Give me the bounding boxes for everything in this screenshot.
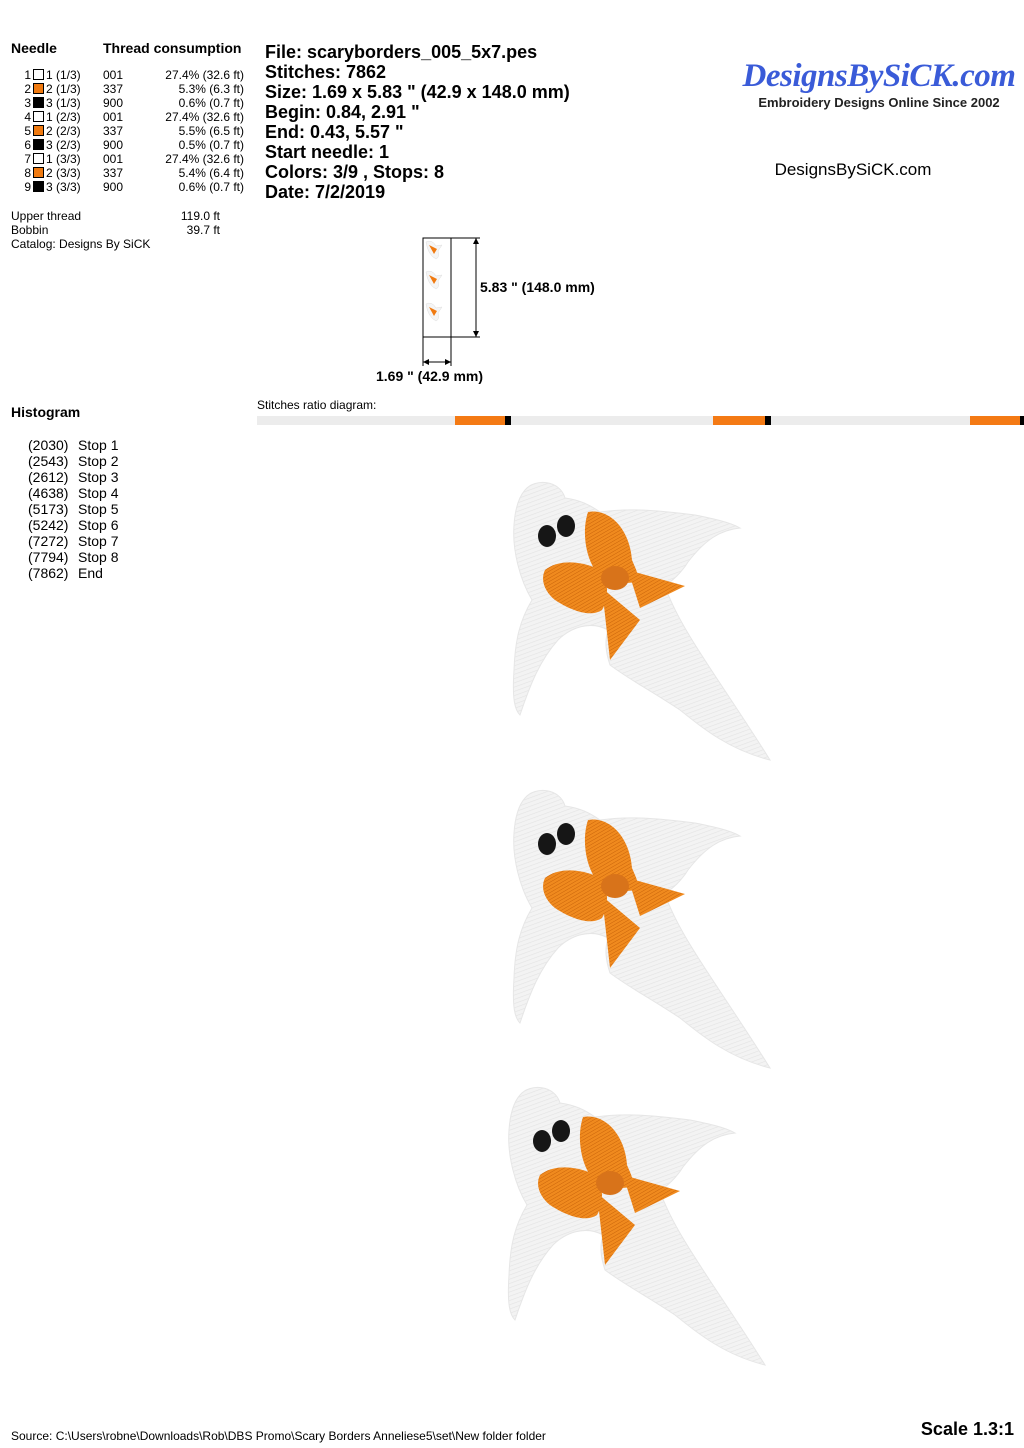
stop-count: (2543): [28, 453, 69, 469]
stop-label: Stop 5: [78, 501, 119, 517]
ratio-segment: [257, 416, 455, 425]
color-swatch: [33, 167, 44, 178]
height-dimension-label: 5.83 " (148.0 mm): [480, 279, 595, 295]
histogram-item: [28, 469, 118, 485]
thread-row: [0, 138, 250, 152]
thread-code: 337: [103, 124, 124, 138]
histogram-item: [28, 501, 118, 517]
thread-row: [0, 96, 250, 110]
stitches-ratio-bar: [257, 416, 1022, 425]
color-swatch: [33, 111, 44, 122]
thread-code: 001: [103, 152, 124, 166]
stop-count: (2030): [28, 437, 69, 453]
histogram-item: [28, 485, 118, 501]
stop-count: (2612): [28, 469, 69, 485]
stop-label: Stop 8: [78, 549, 119, 565]
logo-tagline: Embroidery Designs Online Since 2002: [758, 95, 1000, 110]
ghost-design-3: [508, 1087, 765, 1365]
histogram-item: [28, 565, 118, 581]
thread-consumption: 5.3% (6.3 ft): [178, 82, 244, 96]
stop-count: (7794): [28, 549, 69, 565]
stop-count: (5173): [28, 501, 69, 517]
ratio-label: Stitches ratio diagram:: [257, 398, 377, 412]
stop-count: (7862): [28, 565, 69, 581]
histogram-title: Histogram: [11, 404, 81, 420]
needle-number: 2: [24, 82, 31, 96]
catalog-label: Catalog: Designs By SiCK: [11, 237, 151, 251]
thread-row: [0, 124, 250, 138]
needle-header: Needle: [11, 40, 57, 56]
ghost-design-1: [513, 482, 770, 760]
ratio-segment: [455, 416, 505, 425]
histogram-item: [28, 437, 118, 453]
design-preview: [490, 470, 790, 1420]
design-thumbnail: [376, 232, 610, 392]
logo-text: DesignsBySiCK.com: [742, 58, 1016, 94]
upper-thread-value: 119.0 ft: [180, 209, 220, 223]
thread-code: 337: [103, 82, 124, 96]
needle-number: 3: [24, 96, 31, 110]
thread-row: [0, 152, 250, 166]
bobbin-value: 39.7 ft: [186, 223, 220, 237]
thread-code: 900: [103, 96, 124, 110]
color-swatch: [33, 181, 44, 192]
source-path: Source: C:\Users\robne\Downloads\Rob\DBS Promo\Scary Borders Anneliese5\set\New folder folder: [11, 1429, 546, 1443]
thread-consumption: 27.4% (32.6 ft): [165, 110, 244, 124]
needle-number: 9: [24, 180, 31, 194]
thread-consumption: 0.6% (0.7 ft): [178, 96, 244, 110]
thread-consumption: 5.4% (6.4 ft): [178, 166, 244, 180]
thread-consumption: 0.6% (0.7 ft): [178, 180, 244, 194]
end-position: End: 0.43, 5.57 ": [265, 122, 404, 142]
brand-site: DesignsBySiCK.com: [774, 160, 932, 179]
ratio-segment: [771, 416, 969, 425]
brand-logo: [738, 58, 1020, 110]
bobbin-label: Bobbin: [11, 223, 49, 237]
ratio-segment: [970, 416, 1021, 425]
needle-label: 2 (1/3): [46, 82, 81, 96]
scale-label: Scale 1.3:1: [920, 1419, 1014, 1439]
thread-consumption: 27.4% (32.6 ft): [165, 68, 244, 82]
histogram-item: [28, 517, 118, 533]
width-dimension-label: 1.69 " (42.9 mm): [376, 368, 484, 384]
ratio-segment: [765, 416, 772, 425]
thread-code: 001: [103, 110, 124, 124]
ghost-design-2: [513, 790, 770, 1068]
color-swatch: [33, 153, 44, 164]
needle-label: 3 (1/3): [46, 96, 81, 110]
stop-label: Stop 1: [78, 437, 119, 453]
needle-label: 2 (3/3): [46, 166, 81, 180]
stop-count: (5242): [28, 517, 69, 533]
histogram-item: [28, 533, 118, 549]
thread-code: 001: [103, 68, 124, 82]
histogram-item: [28, 453, 118, 469]
thread-consumption-header: Thread consumption: [103, 40, 242, 56]
begin-position: Begin: 0.84, 2.91 ": [265, 102, 420, 122]
design-info: [265, 42, 570, 202]
stop-label: Stop 4: [78, 485, 119, 501]
design-date: Date: 7/2/2019: [265, 182, 386, 202]
thread-code: 900: [103, 138, 124, 152]
stop-label: Stop 6: [78, 517, 119, 533]
needle-label: 3 (2/3): [46, 138, 81, 152]
thread-row: [0, 82, 250, 96]
needle-number: 8: [24, 166, 31, 180]
ratio-segment: [505, 416, 512, 425]
thread-consumption: 5.5% (6.5 ft): [178, 124, 244, 138]
thread-row: [0, 110, 250, 124]
ratio-segment: [713, 416, 765, 425]
thread-consumption: 27.4% (32.6 ft): [165, 152, 244, 166]
thread-code: 900: [103, 180, 124, 194]
stop-count: (4638): [28, 485, 69, 501]
stop-label: End: [78, 565, 103, 581]
stop-label: Stop 3: [78, 469, 119, 485]
stop-label: Stop 7: [78, 533, 119, 549]
start-needle: Start needle: 1: [265, 142, 390, 162]
ratio-segment: [511, 416, 713, 425]
needle-number: 4: [24, 110, 31, 124]
needle-label: 2 (2/3): [46, 124, 81, 138]
color-swatch: [33, 97, 44, 108]
colors-stops: Colors: 3/9 , Stops: 8: [265, 162, 445, 182]
color-swatch: [33, 125, 44, 136]
thread-row: [0, 68, 250, 82]
thread-row: [0, 166, 250, 180]
needle-label: 1 (1/3): [46, 68, 81, 82]
thread-consumption: 0.5% (0.7 ft): [178, 138, 244, 152]
upper-thread-label: Upper thread: [11, 209, 82, 223]
histogram-list: [28, 437, 118, 581]
needle-number: 6: [24, 138, 31, 152]
design-size: Size: 1.69 x 5.83 " (42.9 x 148.0 mm): [265, 82, 570, 102]
ratio-segment: [1020, 416, 1024, 425]
thread-code: 337: [103, 166, 124, 180]
thread-row: [0, 180, 250, 194]
needle-label: 1 (2/3): [46, 110, 81, 124]
color-swatch: [33, 69, 44, 80]
stitch-count: Stitches: 7862: [265, 62, 387, 82]
stop-count: (7272): [28, 533, 69, 549]
color-swatch: [33, 83, 44, 94]
thumbnail-drawing: [410, 232, 510, 372]
needle-label: 3 (3/3): [46, 180, 81, 194]
color-swatch: [33, 139, 44, 150]
stop-label: Stop 2: [78, 453, 119, 469]
histogram-item: [28, 549, 118, 565]
needle-number: 1: [24, 68, 31, 82]
needle-number: 5: [24, 124, 31, 138]
needle-number: 7: [24, 152, 31, 166]
needle-label: 1 (3/3): [46, 152, 81, 166]
file-name: File: scaryborders_005_5x7.pes: [265, 42, 538, 62]
